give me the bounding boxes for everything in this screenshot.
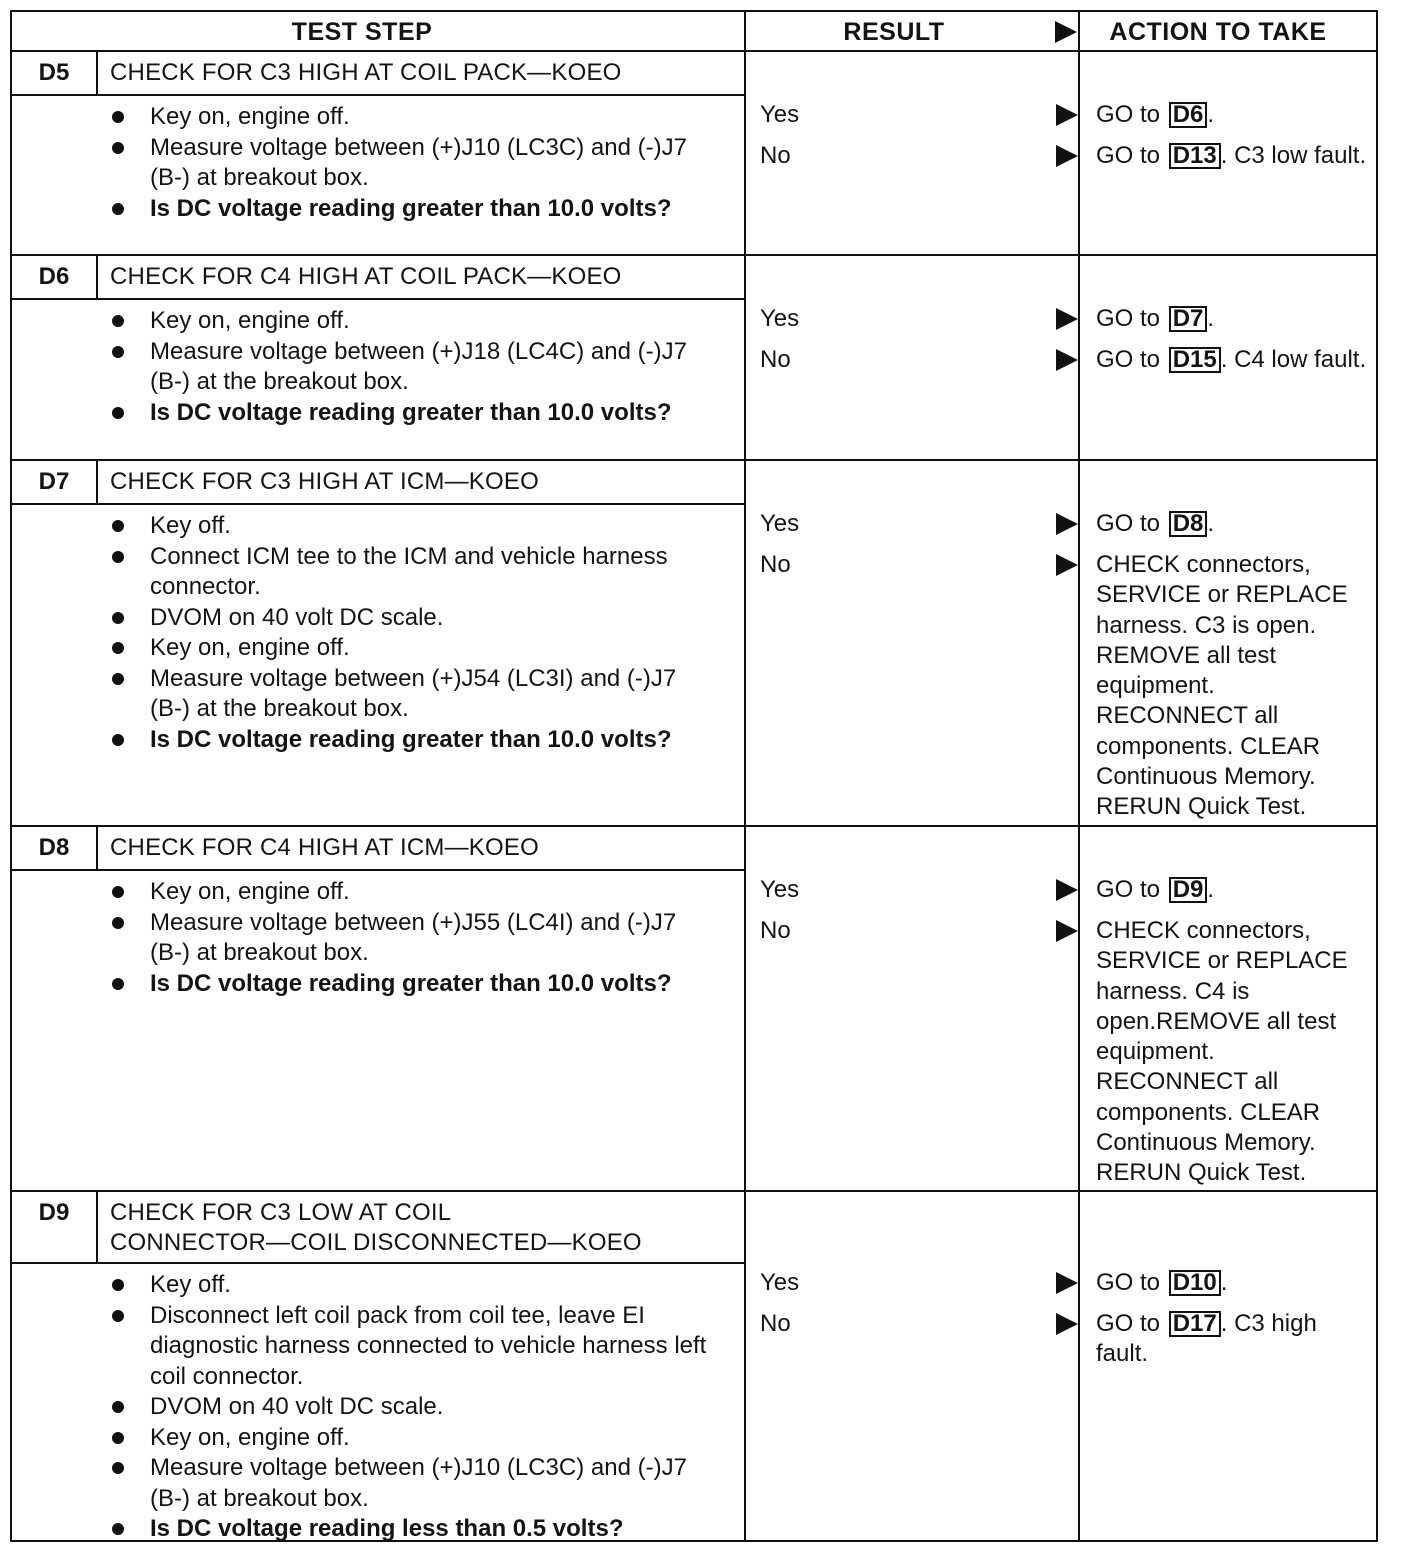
action-text: GO to [1096, 876, 1161, 903]
instruction: Key on, engine off. [108, 633, 718, 664]
instruction: Key on, engine off. [108, 102, 718, 133]
header-arrow-icon [1055, 21, 1077, 43]
question: Is DC voltage reading greater than 10.0 volts? [108, 969, 718, 1000]
header-result: RESULT [843, 18, 945, 46]
step-reference: D8 [1169, 511, 1208, 537]
step-reference: D10 [1169, 1270, 1221, 1296]
step-reference: D15 [1169, 347, 1221, 373]
action-yes [1096, 304, 1372, 334]
step-title: CHECK FOR C4 HIGH AT ICM—KOEO [110, 834, 539, 861]
action-text: GO to [1096, 510, 1161, 537]
title-divider [12, 1262, 744, 1264]
step-instructions [108, 1270, 718, 1545]
instruction: Key on, engine off. [108, 1423, 718, 1454]
step-id: D6 [38, 263, 70, 290]
action-text: . [1207, 305, 1215, 332]
instruction: DVOM on 40 volt DC scale. [108, 1392, 718, 1423]
action-text: GO to [1096, 101, 1161, 128]
result-yes: Yes [760, 101, 800, 128]
action-yes [1096, 875, 1372, 905]
step-reference: D9 [1169, 877, 1208, 903]
action-yes [1096, 1268, 1372, 1298]
action-text: . [1207, 101, 1215, 128]
header-test-step: TEST STEP [291, 18, 433, 46]
result-no: No [760, 917, 791, 944]
title-divider [12, 94, 744, 96]
instruction: DVOM on 40 volt DC scale. [108, 603, 718, 634]
action-text: GO to [1096, 1310, 1161, 1337]
arrow-icon [1056, 349, 1078, 371]
action-text: . [1220, 1269, 1228, 1296]
step-title-line: CONNECTOR—COIL DISCONNECTED—KOEO [110, 1229, 642, 1256]
id-divider [96, 827, 98, 869]
result-yes: Yes [760, 510, 800, 537]
result-no: No [760, 1310, 791, 1337]
header-action: ACTION TO TAKE [1109, 18, 1327, 46]
action-text: . [1207, 510, 1215, 537]
arrow-icon [1056, 1272, 1078, 1294]
step-d9 [12, 1192, 1380, 1540]
step-title: CHECK FOR C3 HIGH AT COIL PACK—KOEO [110, 59, 622, 86]
action-yes [1096, 509, 1372, 539]
step-title: CHECK FOR C4 HIGH AT COIL PACK—KOEO [110, 263, 622, 290]
action-text: GO to [1096, 305, 1161, 332]
result-no: No [760, 142, 791, 169]
step-title [110, 1198, 642, 1258]
instruction: Connect ICM tee to the ICM and vehicle harness connector. [108, 542, 718, 603]
id-divider [96, 256, 98, 298]
instruction: Key on, engine off. [108, 877, 718, 908]
step-reference: D6 [1169, 102, 1208, 128]
step-d5 [12, 52, 1380, 256]
action-text: . C3 low fault. [1220, 142, 1367, 169]
instruction: Measure voltage between (+)J55 (LC4I) and (-)J7 (B-) at breakout box. [108, 908, 718, 969]
step-instructions [108, 511, 718, 755]
step-id: D7 [38, 468, 70, 495]
arrow-icon [1056, 920, 1078, 942]
step-reference: D7 [1169, 306, 1208, 332]
step-d6 [12, 256, 1380, 461]
action-yes [1096, 100, 1372, 130]
arrow-icon [1056, 145, 1078, 167]
instruction: Disconnect left coil pack from coil tee, leave EI diagnostic harness connected to vehicle harness left coil connector. [108, 1301, 718, 1393]
step-instructions [108, 102, 718, 224]
result-yes: Yes [760, 305, 800, 332]
result-yes: Yes [760, 876, 800, 903]
question: Is DC voltage reading greater than 10.0 volts? [108, 398, 718, 429]
step-reference: D13 [1169, 143, 1221, 169]
step-id: D8 [38, 834, 70, 861]
action-text: GO to [1096, 1269, 1161, 1296]
result-no: No [760, 346, 791, 373]
action-text: . [1207, 876, 1215, 903]
action-no [1096, 345, 1372, 375]
instruction: Key on, engine off. [108, 306, 718, 337]
action-no [1096, 550, 1372, 823]
step-instructions [108, 877, 718, 999]
result-no: No [760, 551, 791, 578]
id-divider [96, 52, 98, 94]
step-reference: D17 [1169, 1311, 1221, 1337]
instruction: Measure voltage between (+)J10 (LC3C) and (-)J7 (B-) at breakout box. [108, 133, 718, 194]
title-divider [12, 298, 744, 300]
arrow-icon [1056, 513, 1078, 535]
step-title-line: CHECK FOR C3 LOW AT COIL [110, 1199, 452, 1226]
title-divider [12, 869, 744, 871]
action-text: CHECK connectors, SERVICE or REPLACE harness. C4 is open.REMOVE all test equipment. RECONNECT all components. CLEAR Continuous Memory. RERUN Quick Test. [1096, 917, 1348, 1187]
step-id: D9 [38, 1199, 70, 1226]
arrow-icon [1056, 1313, 1078, 1335]
title-divider [12, 503, 744, 505]
action-no [1096, 916, 1372, 1189]
action-text: CHECK connectors, SERVICE or REPLACE harness. C3 is open. REMOVE all test equipment. RECONNECT all components. CLEAR Continuous Memory. RERUN Quick Test. [1096, 551, 1348, 821]
arrow-icon [1056, 104, 1078, 126]
step-title: CHECK FOR C3 HIGH AT ICM—KOEO [110, 468, 539, 495]
arrow-icon [1056, 308, 1078, 330]
arrow-icon [1056, 879, 1078, 901]
instruction: Measure voltage between (+)J18 (LC4C) and (-)J7 (B-) at the breakout box. [108, 337, 718, 398]
id-divider [96, 461, 98, 503]
action-text: GO to [1096, 346, 1161, 373]
step-instructions [108, 306, 718, 428]
question: Is DC voltage reading less than 0.5 volts? [108, 1514, 718, 1545]
step-d7 [12, 461, 1380, 827]
diagnostic-table [10, 10, 1378, 1542]
instruction: Measure voltage between (+)J54 (LC3I) and (-)J7 (B-) at the breakout box. [108, 664, 718, 725]
action-text: . C3 high fault. [1096, 1310, 1317, 1368]
id-divider [96, 1192, 98, 1262]
action-text: GO to [1096, 142, 1161, 169]
result-yes: Yes [760, 1269, 800, 1296]
action-text: . C4 low fault. [1220, 346, 1367, 373]
instruction: Measure voltage between (+)J10 (LC3C) and (-)J7 (B-) at breakout box. [108, 1453, 718, 1514]
question: Is DC voltage reading greater than 10.0 volts? [108, 725, 718, 756]
instruction: Key off. [108, 511, 718, 542]
instruction: Key off. [108, 1270, 718, 1301]
arrow-icon [1056, 554, 1078, 576]
step-d8 [12, 827, 1380, 1192]
step-id: D5 [38, 59, 70, 86]
question: Is DC voltage reading greater than 10.0 volts? [108, 194, 718, 225]
action-no [1096, 141, 1372, 171]
action-no [1096, 1309, 1372, 1370]
